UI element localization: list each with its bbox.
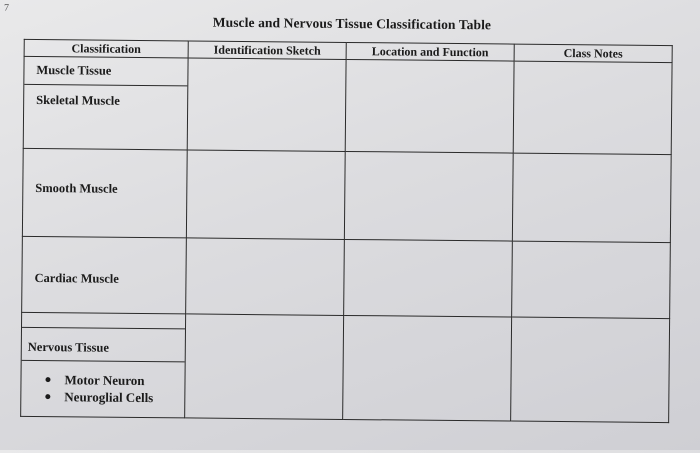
header-identification-sketch: Identification Sketch (188, 41, 346, 60)
neuroglial-cells-label: Neuroglial Cells (64, 389, 154, 406)
skeletal-notes-cell[interactable] (513, 61, 672, 155)
bullet-icon (45, 377, 50, 382)
skeletal-sketch-cell[interactable] (187, 58, 346, 152)
cell-skeletal-classification (23, 56, 188, 150)
nervous-notes-cell[interactable] (511, 317, 670, 423)
corner-mark: 7 (4, 2, 10, 14)
cardiac-muscle-label: Cardiac Muscle (34, 270, 119, 286)
cardiac-notes-cell[interactable] (512, 241, 671, 319)
cell-nervous-classification (21, 312, 186, 418)
cell-cardiac-classification (22, 236, 187, 314)
skeletal-location-cell[interactable] (345, 59, 514, 153)
list-item (45, 388, 184, 406)
bullet-icon (45, 394, 50, 399)
nervous-location-cell[interactable] (343, 315, 512, 421)
nervous-sketch-cell[interactable] (185, 314, 344, 420)
smooth-muscle-label: Smooth Muscle (35, 180, 118, 196)
cardiac-location-cell[interactable] (344, 239, 513, 317)
smooth-notes-cell[interactable] (512, 153, 671, 243)
nervous-item-list (21, 371, 184, 407)
motor-neuron-label: Motor Neuron (64, 372, 145, 389)
table-row-skeletal (23, 56, 672, 154)
row-divider (22, 360, 185, 363)
nervous-tissue-label: Nervous Tissue (27, 339, 110, 355)
table-row-cardiac (22, 236, 671, 318)
smooth-sketch-cell[interactable] (186, 150, 345, 240)
table-row-nervous (21, 312, 670, 422)
list-item (45, 371, 184, 389)
classification-table (20, 39, 673, 423)
muscle-tissue-label: Muscle Tissue (36, 62, 112, 78)
smooth-location-cell[interactable] (344, 151, 513, 241)
table-row-smooth (22, 148, 671, 242)
page-title: Muscle and Nervous Tissue Classification Table (212, 14, 492, 33)
skeletal-muscle-label: Skeletal Muscle (36, 92, 120, 108)
cardiac-sketch-cell[interactable] (186, 238, 345, 316)
header-location-function: Location and Function (346, 42, 514, 61)
cell-smooth-classification (22, 148, 187, 238)
header-class-notes: Class Notes (514, 44, 672, 63)
header-classification: Classification (24, 39, 188, 58)
